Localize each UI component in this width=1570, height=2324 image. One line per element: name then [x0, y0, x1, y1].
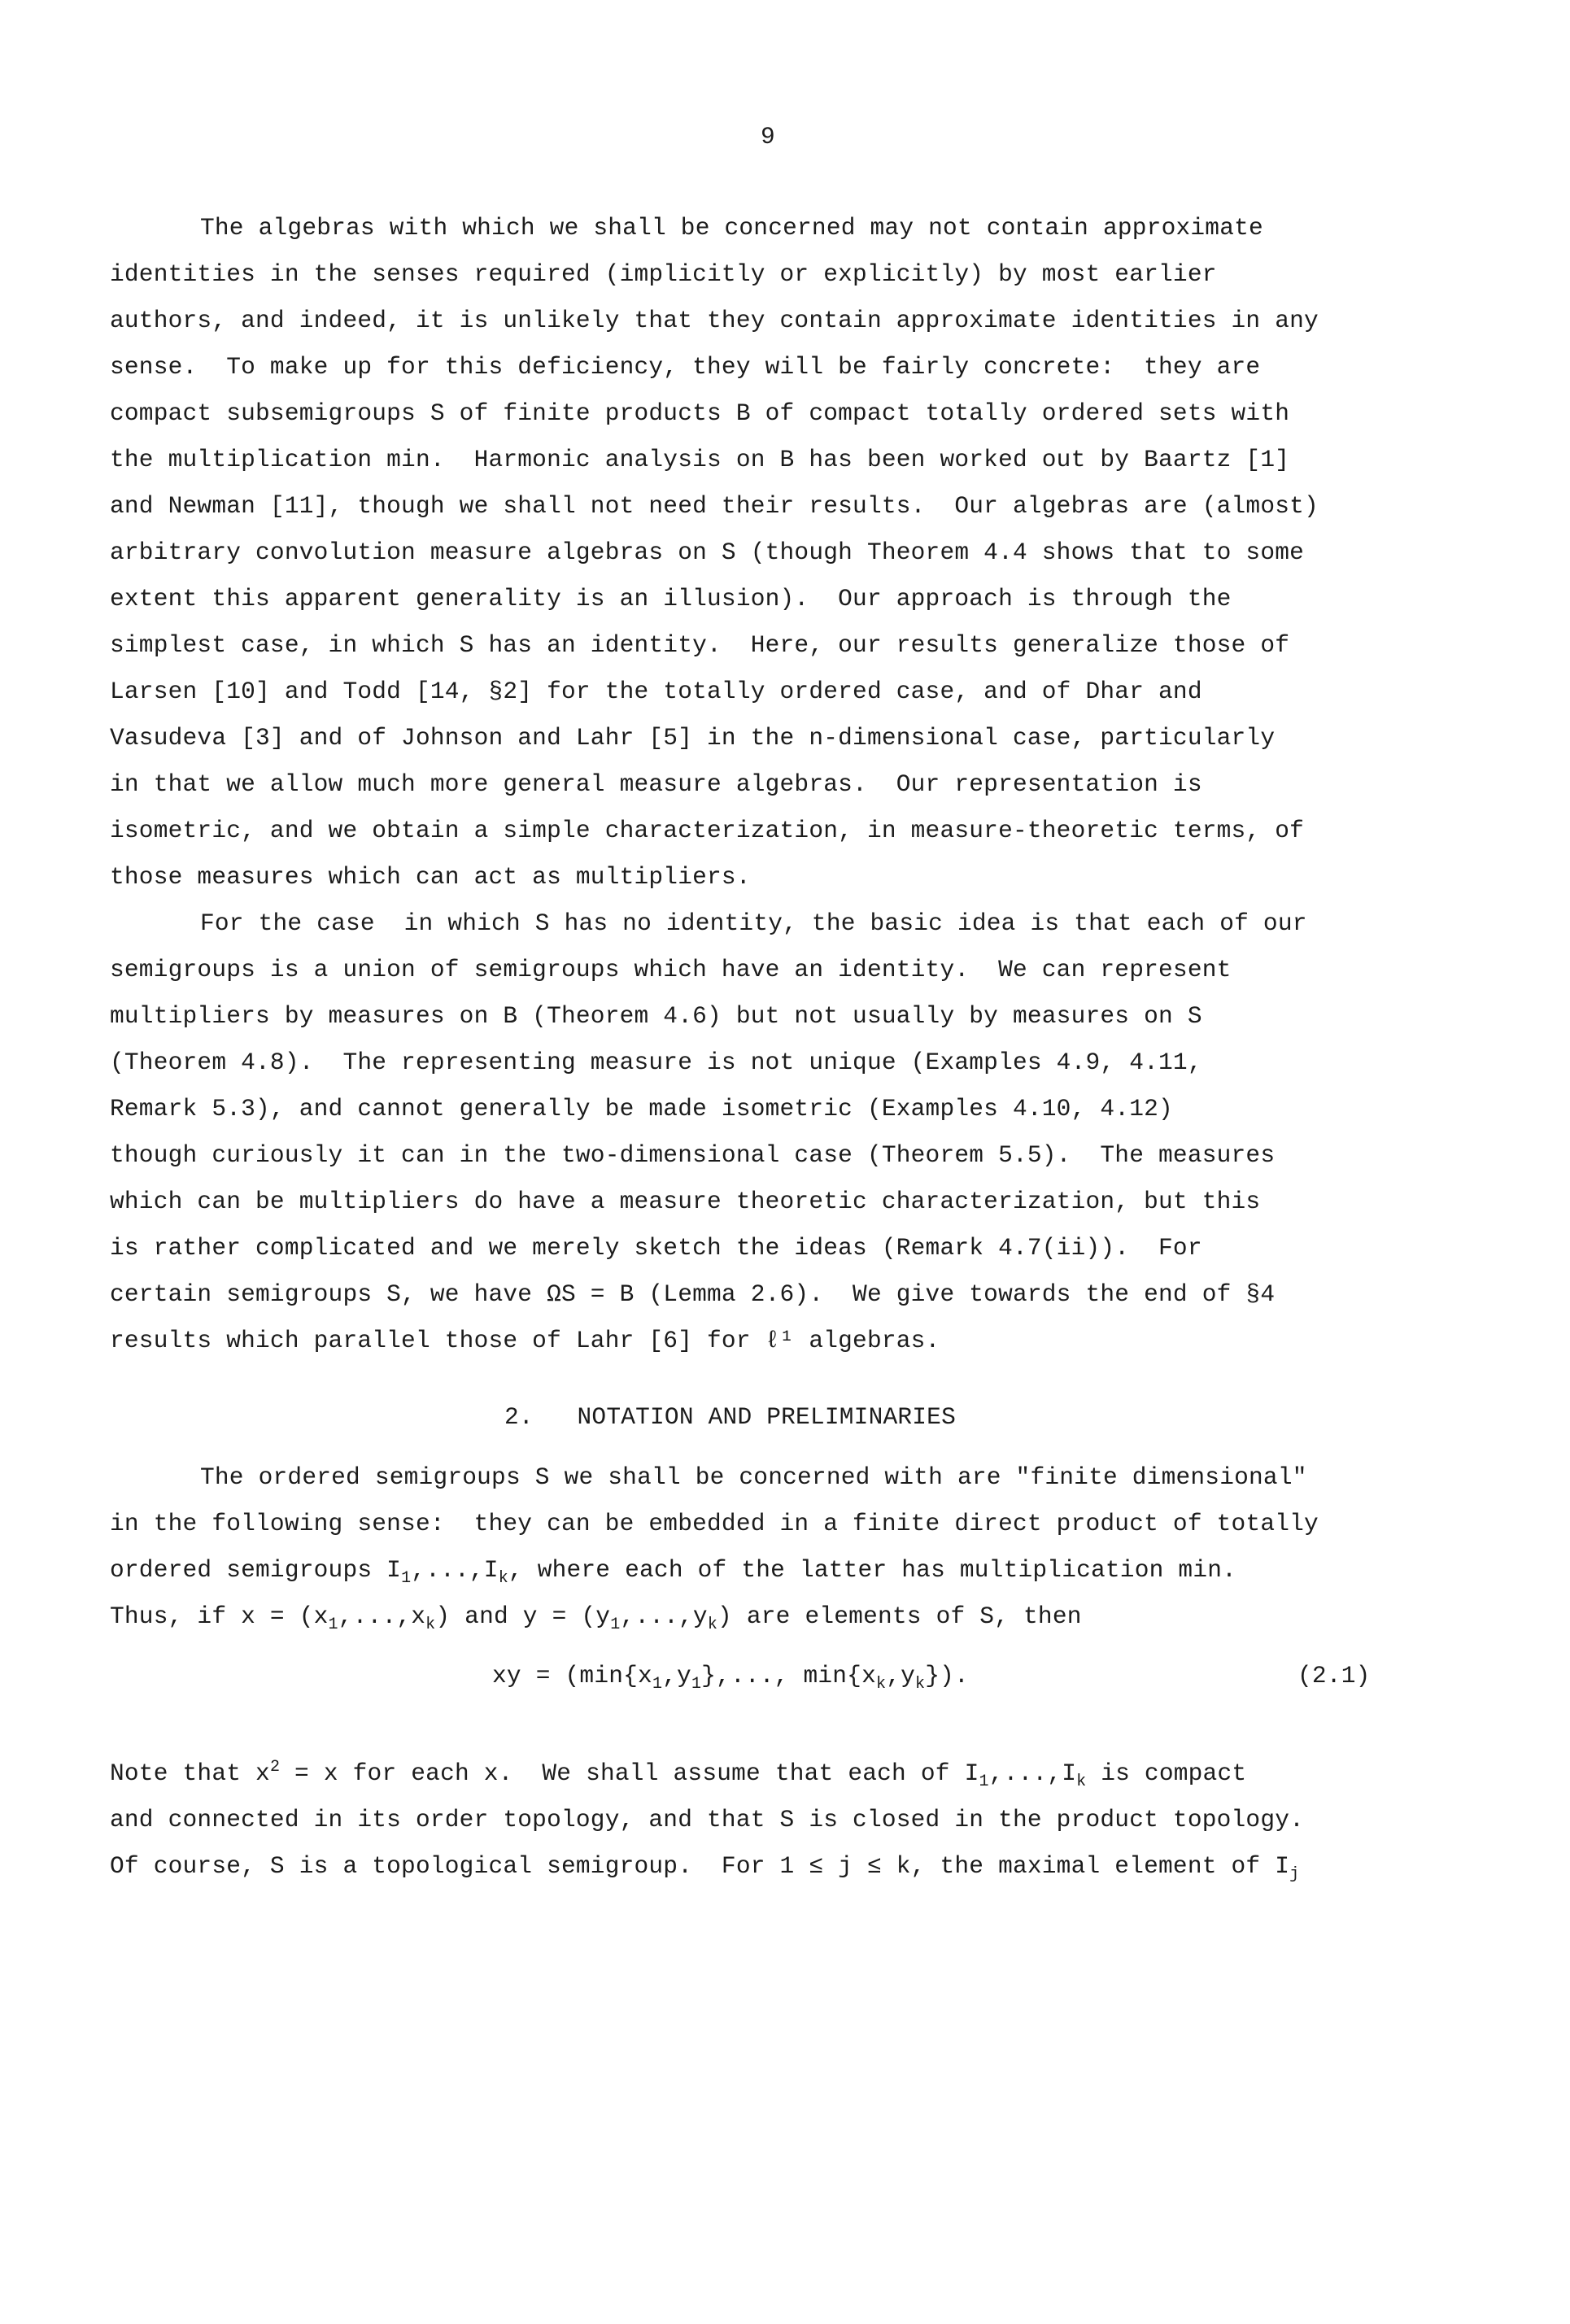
paragraph-2-line-9: certain semigroups S, we have ΩS = B (Lemma 2.6). We give towards the end of §4 — [110, 1280, 1276, 1308]
equation-number: (2.1) — [1297, 1662, 1371, 1690]
paragraph-4-line-2: and connected in its order topology, and that S is closed in the product topology. — [110, 1806, 1305, 1833]
paragraph-1-line-3: authors, and indeed, it is unlikely that they contain approximate identities in any — [110, 307, 1319, 334]
paragraph-1-line-6: the multiplication min. Harmonic analysis on B has been worked out by Baartz [1] — [110, 446, 1290, 473]
paragraph-1-line-7: and Newman [11], though we shall not need their results. Our algebras are (almost) — [110, 492, 1319, 520]
paragraph-2-line-6: though curiously it can in the two-dimensional case (Theorem 5.5). The measures — [110, 1141, 1276, 1169]
paragraph-3-line-2: in the following sense: they can be embedded in a finite direct product of totally — [110, 1510, 1319, 1537]
paragraph-1-line-5: compact subsemigroups S of finite products B of compact totally ordered sets with — [110, 399, 1290, 427]
paragraph-1-line-2: identities in the senses required (implicitly or explicitly) by most earlier — [110, 260, 1217, 288]
paragraph-2-line-1: For the case in which S has no identity, the basic idea is that each of our — [200, 909, 1307, 937]
page-number: 9 — [761, 123, 775, 150]
paragraph-2-line-10: results which parallel those of Lahr [6] for ℓ¹ algebras. — [110, 1327, 940, 1354]
paragraph-1-line-9: extent this apparent generality is an illusion). Our approach is through the — [110, 585, 1232, 613]
paragraph-1-line-8: arbitrary convolution measure algebras on S (though Theorem 4.4 shows that to some — [110, 538, 1305, 566]
paragraph-2-line-5: Remark 5.3), and cannot generally be made isometric (Examples 4.10, 4.12) — [110, 1095, 1173, 1123]
paragraph-1-line-4: sense. To make up for this deficiency, they will be fairly concrete: they are — [110, 353, 1261, 381]
paragraph-1-line-15: those measures which can act as multipliers. — [110, 863, 751, 891]
equation-2-1: xy = ($\min\{x_1,y_1\}$,..., $\min\{x_k,y_k\}$). — [492, 1662, 969, 1694]
section-heading: 2. NOTATION AND PRELIMINARIES — [504, 1403, 956, 1431]
paragraph-1-line-1: The algebras with which we shall be concerned may not contain approximate — [200, 214, 1263, 242]
paragraph-2-line-3: multipliers by measures on B (Theorem 4.6) but not usually by measures on S — [110, 1002, 1202, 1030]
paragraph-1-line-10: simplest case, in which S has an identity. Here, our results generalize those of — [110, 631, 1290, 659]
paragraph-2-line-8: is rather complicated and we merely sketch the ideas (Remark 4.7(ii)). For — [110, 1234, 1202, 1262]
paragraph-2-line-7: which can be multipliers do have a measure theoretic characterization, but this — [110, 1188, 1261, 1215]
paragraph-3-line-1: The ordered semigroups S we shall be concerned with are "finite dimensional" — [200, 1463, 1307, 1491]
paragraph-2-line-2: semigroups is a union of semigroups which have an identity. We can represent — [110, 956, 1232, 983]
paragraph-1-line-14: isometric, and we obtain a simple characterization, in measure-theoretic terms, of — [110, 817, 1305, 844]
paragraph-1-line-12: Vasudeva [3] and of Johnson and Lahr [5] in the n-dimensional case, particularly — [110, 724, 1276, 752]
paragraph-1-line-13: in that we allow much more general measure algebras. Our representation is — [110, 770, 1202, 798]
paragraph-3-line-4: Thus, if $x = (x_1,...,x_k)$ and $y = (y_1,...,y_k)$ are elements of S, then — [110, 1602, 1082, 1634]
paragraph-1-line-11: Larsen [10] and Todd [14, §2] for the totally ordered case, and of Dhar and — [110, 678, 1202, 705]
paragraph-4-line-1: Note that $x^2 = x$ for each x. We shall assume that each of $I_1,...,I_k$ is compact — [110, 1758, 1247, 1791]
paragraph-2-line-4: (Theorem 4.8). The representing measure is not unique (Examples 4.9, 4.11, — [110, 1049, 1202, 1076]
paragraph-3-line-3: ordered semigroups $I_1,...,I_k$, where each of the latter has multiplication min. — [110, 1556, 1237, 1588]
paragraph-4-line-3: Of course, S is a topological semigroup. For 1 ≤ j ≤ k, the maximal element of $I_j$ — [110, 1852, 1300, 1884]
